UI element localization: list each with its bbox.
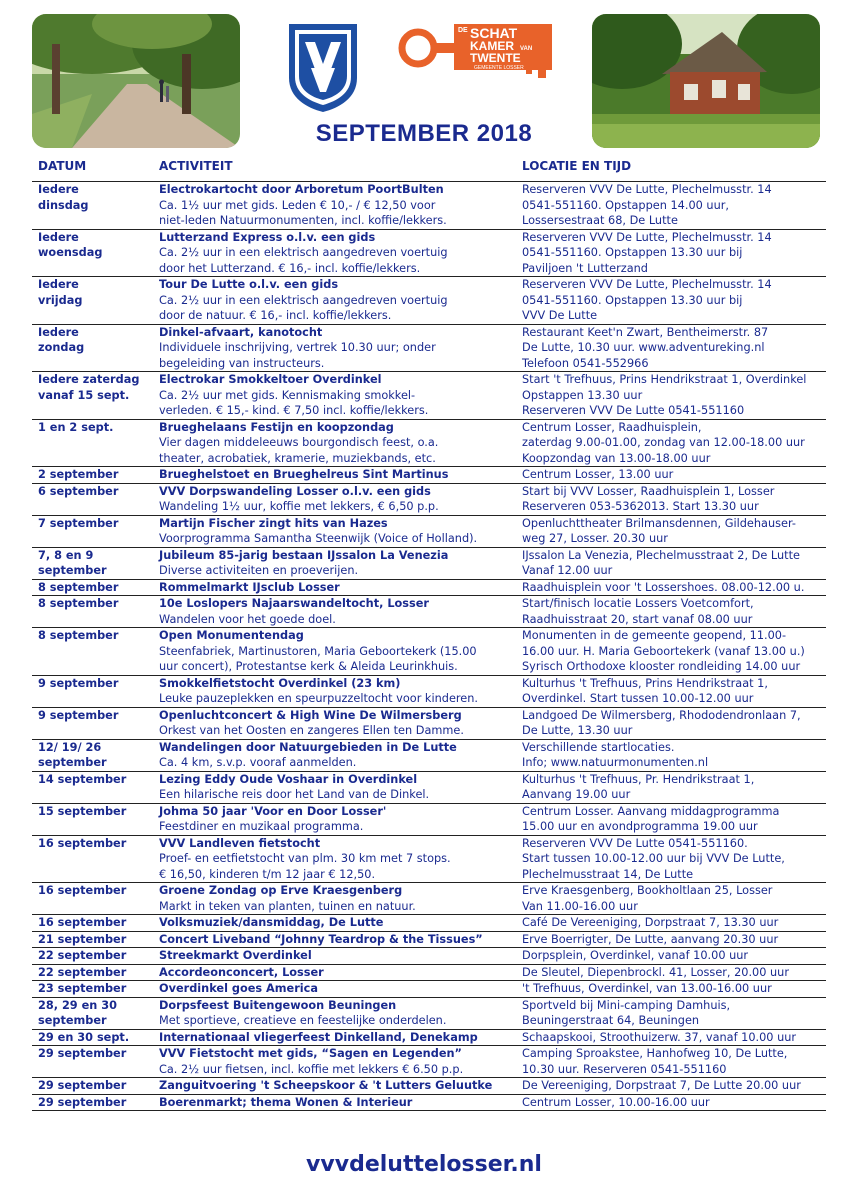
event-activity — [153, 883, 516, 915]
event-location-line: Beuningerstraat 64, Beuningen — [522, 1014, 700, 1027]
event-title: Electrokar Smokkeltoer Overdinkel — [159, 373, 382, 386]
event-location — [516, 1029, 826, 1046]
event-location-line: Kulturhus 't Trefhuus, Prins Hendrikstraat 1, — [522, 676, 768, 690]
event-activity — [153, 372, 516, 420]
table-header-row — [32, 157, 826, 182]
event-location — [516, 707, 826, 739]
event-description-line: Ca. 2½ uur fietsen, incl. koffie met lekkers € 6.50 p.p. — [159, 1062, 464, 1076]
event-location-line: Reserveren VVV De Lutte, Plechelmusstr. 14 — [522, 230, 772, 244]
event-activity — [153, 483, 516, 515]
event-activity — [153, 707, 516, 739]
event-date-line: Iedere zaterdag — [38, 373, 140, 386]
event-description-line: Ca. 2½ uur met gids. Kennismaking smokkel- — [159, 388, 416, 402]
event-date — [32, 771, 153, 803]
event-date-line: 8 september — [38, 597, 119, 610]
event-activity — [153, 628, 516, 676]
table-row — [32, 277, 826, 325]
event-date-line: september — [38, 1014, 107, 1027]
event-location-line: De Vereeniging, Dorpstraat 7, De Lutte 20.00 uur — [522, 1079, 801, 1092]
event-activity — [153, 835, 516, 883]
table-row — [32, 628, 826, 676]
event-date-line: Iedere — [38, 183, 79, 196]
event-description-line: Proef- en eetfietstocht van plm. 30 km met 7 stops. — [159, 852, 451, 865]
event-location-line: 0541-551160. Opstappen 13.30 uur bij — [522, 293, 743, 307]
event-date — [32, 964, 153, 981]
event-description-line: Leuke pauzeplekken en speurpuzzeltocht voor kinderen. — [159, 692, 478, 705]
column-header-location: LOCATIE EN TIJD — [516, 157, 826, 182]
event-date — [32, 324, 153, 372]
table-row — [32, 596, 826, 628]
event-title: VVV Landleven fietstocht — [159, 836, 321, 850]
event-activity — [153, 1078, 516, 1095]
event-location — [516, 948, 826, 965]
event-location-line: Centrum Losser, Raadhuisplein, — [522, 420, 702, 434]
event-description-line: Met sportieve, creatieve en feestelijke onderdelen. — [159, 1014, 447, 1027]
event-location — [516, 835, 826, 883]
event-location-line: Schaapskooi, Stroothuizerw. 37, vanaf 10.00 uur — [522, 1030, 797, 1044]
event-date-line: 29 september — [38, 1095, 127, 1109]
event-description-line: Een hilarische reis door het Land van de Dinkel. — [159, 788, 430, 801]
event-location — [516, 803, 826, 835]
event-date — [32, 229, 153, 277]
event-description-line: Ca. 2½ uur in een elektrisch aangedreven voertuig — [159, 246, 448, 259]
event-activity — [153, 964, 516, 981]
event-date-line: vanaf 15 sept. — [38, 388, 130, 402]
table-row — [32, 547, 826, 579]
event-description-line: Wandeling 1½ uur, koffie met lekkers, € 6,50 p.p. — [159, 500, 439, 513]
event-date — [32, 739, 153, 771]
event-title: Lutterzand Express o.l.v. een gids — [159, 230, 376, 244]
table-row — [32, 964, 826, 981]
event-location-line: Centrum Losser, 10.00-16.00 uur — [522, 1095, 710, 1109]
event-activity — [153, 229, 516, 277]
event-location-line: Erve Kraesgenberg, Bookholtlaan 25, Losser — [522, 884, 773, 897]
table-row — [32, 1046, 826, 1078]
event-location — [516, 182, 826, 230]
event-location-line: 0541-551160. Opstappen 14.00 uur, — [522, 198, 729, 212]
event-date — [32, 419, 153, 467]
svg-text:KAMER: KAMER — [470, 39, 514, 53]
event-description-line: niet-leden Natuurmonumenten, incl. koffie/lekkers. — [159, 214, 447, 227]
event-description-line: Steenfabriek, Martinustoren, Maria Geboortekerk (15.00 — [159, 644, 477, 658]
event-location — [516, 229, 826, 277]
event-activity — [153, 981, 516, 998]
event-location-line: 't Trefhuus, Overdinkel, van 13.00-16.00 uur — [522, 982, 772, 995]
table-row — [32, 483, 826, 515]
event-location-line: Sportveld bij Mini-camping Damhuis, — [522, 998, 731, 1012]
svg-text:TWENTE: TWENTE — [470, 51, 521, 65]
event-location-line: Opstappen 13.30 uur — [522, 388, 643, 402]
event-location-line: Openluchttheater Brilmansdennen, Gildehauser- — [522, 516, 796, 530]
column-header-date: DATUM — [32, 157, 153, 182]
event-location-line: Start 't Trefhuus, Prins Hendrikstraat 1, Overdinkel — [522, 373, 807, 386]
event-location-line: Lossersestraat 68, De Lutte — [522, 214, 678, 227]
event-date — [32, 467, 153, 484]
event-date — [32, 707, 153, 739]
website-link[interactable]: vvvdeluttelosser.nl — [306, 1152, 542, 1177]
event-date-line: dinsdag — [38, 198, 89, 212]
event-location-line: Landgoed De Wilmersberg, Rhododendronlaan 7, — [522, 708, 801, 722]
event-title: Overdinkel goes America — [159, 982, 318, 995]
table-row — [32, 707, 826, 739]
event-location-line: 10.30 uur. Reserveren 0541-551160 — [522, 1062, 727, 1076]
event-location — [516, 596, 826, 628]
event-date — [32, 515, 153, 547]
event-location — [516, 467, 826, 484]
event-title: Electrokartocht door Arboretum PoortBulten — [159, 183, 444, 196]
event-date — [32, 372, 153, 420]
event-location-line: Telefoon 0541-552966 — [522, 356, 649, 370]
event-description-line: € 16,50, kinderen t/m 12 jaar € 12,50. — [159, 867, 376, 881]
event-title: Lezing Eddy Oude Voshaar in Overdinkel — [159, 772, 418, 786]
event-description-line: Vier dagen middeleeuws bourgondisch feest, o.a. — [159, 436, 439, 449]
event-activity — [153, 803, 516, 835]
event-title: VVV Fietstocht met gids, “Sagen en Legenden” — [159, 1047, 462, 1060]
event-date-line: 29 en 30 sept. — [38, 1030, 130, 1044]
event-activity — [153, 771, 516, 803]
event-activity — [153, 182, 516, 230]
event-date-line: 8 september — [38, 629, 119, 642]
event-date-line: september — [38, 756, 107, 769]
event-location — [516, 915, 826, 932]
event-date — [32, 915, 153, 932]
event-location-line: Reserveren VVV De Lutte 0541-551160. — [522, 836, 748, 850]
event-description-line: door de natuur. € 16,- incl. koffie/lekkers. — [159, 309, 392, 322]
event-title: 10e Loslopers Najaarswandeltocht, Losser — [159, 597, 429, 610]
table-row — [32, 739, 826, 771]
event-description-line: Ca. 4 km, s.v.p. vooraf aanmelden. — [159, 756, 357, 769]
event-location-line: Paviljoen 't Lutterzand — [522, 261, 648, 275]
event-location — [516, 981, 826, 998]
event-date — [32, 182, 153, 230]
event-title: Martijn Fischer zingt hits van Hazes — [159, 516, 388, 530]
event-date — [32, 931, 153, 948]
event-location — [516, 675, 826, 707]
event-date-line: zondag — [38, 341, 85, 354]
event-date — [32, 547, 153, 579]
event-date — [32, 483, 153, 515]
event-location — [516, 483, 826, 515]
event-location — [516, 883, 826, 915]
event-date-line: 29 september — [38, 1047, 127, 1060]
event-date-line: 15 september — [38, 804, 127, 818]
event-location-line: Start bij VVV Losser, Raadhuisplein 1, Losser — [522, 484, 775, 498]
event-location — [516, 997, 826, 1029]
event-location-line: Raadhuisplein voor 't Lossershoes. 08.00-12.00 u. — [522, 580, 805, 594]
event-date-line: 14 september — [38, 772, 127, 786]
event-description-line: Markt in teken van planten, tuinen en natuur. — [159, 899, 416, 913]
event-date-line: Iedere — [38, 230, 79, 244]
event-title: Internationaal vliegerfeest Dinkelland, Denekamp — [159, 1030, 478, 1044]
event-activity — [153, 1046, 516, 1078]
event-title: Johma 50 jaar 'Voor en Door Losser' — [159, 804, 387, 818]
event-description-line: Feestdiner en muzikaal programma. — [159, 820, 364, 833]
event-location-line: IJssalon La Venezia, Plechelmusstraat 2, De Lutte — [522, 548, 800, 562]
events-table — [32, 157, 826, 1111]
event-location-line: Reserveren VVV De Lutte, Plechelmusstr. 14 — [522, 278, 772, 291]
event-title: Openluchtconcert & High Wine De Wilmersberg — [159, 708, 462, 722]
event-location-line: Reserveren VVV De Lutte, Plechelmusstr. 14 — [522, 183, 772, 196]
event-date — [32, 835, 153, 883]
event-date-line: 22 september — [38, 965, 127, 979]
table-row — [32, 771, 826, 803]
event-location — [516, 324, 826, 372]
event-date — [32, 803, 153, 835]
event-location-line: Koopzondag van 13.00-18.00 uur — [522, 451, 711, 465]
event-title: Zanguitvoering 't Scheepskoor & 't Lutters Geluutke — [159, 1079, 493, 1092]
table-row — [32, 915, 826, 932]
svg-text:SCHAT: SCHAT — [470, 25, 518, 41]
table-row — [32, 467, 826, 484]
schatkamer-key-logo — [398, 22, 562, 80]
table-row — [32, 324, 826, 372]
table-row — [32, 931, 826, 948]
event-date-line: 9 september — [38, 708, 119, 722]
event-location-line: Café De Vereeniging, Dorpstraat 7, 13.30 uur — [522, 916, 779, 929]
svg-text:GEMEENTE LOSSER: GEMEENTE LOSSER — [474, 65, 524, 71]
event-date-line: 7, 8 en 9 — [38, 548, 94, 562]
event-title: Accordeonconcert, Losser — [159, 965, 324, 979]
event-date-line: 6 september — [38, 484, 119, 498]
event-description-line: Individuele inschrijving, vertrek 10.30 uur; onder — [159, 341, 436, 354]
event-location-line: Info; www.natuurmonumenten.nl — [522, 756, 709, 769]
table-row — [32, 883, 826, 915]
table-row — [32, 835, 826, 883]
event-date-line: 29 september — [38, 1079, 127, 1092]
event-location — [516, 1078, 826, 1095]
event-location-line: Plechelmusstraat 14, De Lutte — [522, 867, 694, 881]
event-location-line: De Sleutel, Diepenbrockl. 41, Losser, 20.00 uur — [522, 965, 789, 979]
event-title: Dinkel-afvaart, kanotocht — [159, 325, 323, 339]
event-description-line: verleden. € 15,- kind. € 7,50 incl. koffie/lekkers. — [159, 404, 429, 417]
event-description-line: theater, acrobatiek, kramerie, muziekbands, etc. — [159, 451, 436, 465]
event-location-line: 15.00 uur en avondprogramma 19.00 uur — [522, 820, 758, 833]
event-location-line: 16.00 uur. H. Maria Geboortekerk (vanaf 13.00 u.) — [522, 644, 805, 658]
event-date — [32, 628, 153, 676]
event-description-line: Voorprogramma Samantha Steenwijk (Voice of Holland). — [159, 532, 478, 545]
event-location — [516, 964, 826, 981]
event-title: Open Monumentendag — [159, 629, 304, 642]
event-activity — [153, 948, 516, 965]
event-location-line: Van 11.00-16.00 uur — [522, 899, 638, 913]
event-activity — [153, 515, 516, 547]
event-date — [32, 1078, 153, 1095]
event-location-line: VVV De Lutte — [522, 309, 598, 322]
event-date-line: 21 september — [38, 932, 127, 946]
event-date — [32, 675, 153, 707]
table-row — [32, 1029, 826, 1046]
event-activity — [153, 467, 516, 484]
event-date — [32, 948, 153, 965]
event-title: Smokkelfietstocht Overdinkel (23 km) — [159, 676, 401, 690]
event-date-line: 7 september — [38, 516, 119, 530]
event-location-line: Erve Boerrigter, De Lutte, aanvang 20.30 uur — [522, 932, 779, 946]
table-row — [32, 419, 826, 467]
event-location — [516, 739, 826, 771]
event-activity — [153, 277, 516, 325]
event-date-line: 9 september — [38, 676, 119, 690]
page-title: SEPTEMBER 2018 — [315, 120, 533, 147]
event-location-line: Aanvang 19.00 uur — [522, 788, 631, 801]
column-header-activity: ACTIVITEIT — [153, 157, 516, 182]
event-location — [516, 547, 826, 579]
table-row — [32, 372, 826, 420]
event-title: VVV Dorpswandeling Losser o.l.v. een gids — [159, 484, 431, 498]
event-location — [516, 931, 826, 948]
table-row — [32, 997, 826, 1029]
event-location — [516, 579, 826, 596]
event-location-line: Monumenten in de gemeente geopend, 11.00- — [522, 629, 787, 642]
event-location — [516, 372, 826, 420]
event-location-line: Verschillende startlocaties. — [522, 740, 675, 754]
event-location-line: Overdinkel. Start tussen 10.00-12.00 uur — [522, 692, 754, 705]
event-title: Brueghelstoet en Brueghelreus Sint Martinus — [159, 468, 449, 481]
event-date-line: 16 september — [38, 916, 127, 929]
table-row — [32, 948, 826, 965]
event-date — [32, 981, 153, 998]
event-location-line: Centrum Losser, 13.00 uur — [522, 468, 674, 481]
event-activity — [153, 675, 516, 707]
event-date-line: 8 september — [38, 580, 119, 594]
event-title: Rommelmarkt IJsclub Losser — [159, 580, 340, 594]
event-location — [516, 1094, 826, 1111]
event-date — [32, 1094, 153, 1111]
table-row — [32, 1078, 826, 1095]
event-description-line: uur concert), Protestantse kerk & Aleida Leurinkhuis. — [159, 660, 458, 673]
event-activity — [153, 915, 516, 932]
event-activity — [153, 579, 516, 596]
event-activity — [153, 419, 516, 467]
event-title: Groene Zondag op Erve Kraesgenberg — [159, 884, 403, 897]
event-description-line: Wandelen voor het goede doel. — [159, 612, 336, 626]
event-activity — [153, 596, 516, 628]
event-date-line: Iedere — [38, 278, 79, 291]
event-description-line: Diverse activiteiten en proeverijen. — [159, 564, 359, 577]
table-row — [32, 229, 826, 277]
event-date — [32, 883, 153, 915]
event-location-line: De Lutte, 13.30 uur — [522, 724, 633, 737]
event-date-line: Iedere — [38, 325, 79, 339]
event-date-line: 1 en 2 sept. — [38, 420, 114, 434]
event-date-line: 16 september — [38, 836, 127, 850]
event-date — [32, 579, 153, 596]
event-activity — [153, 739, 516, 771]
event-location-line: Start/finisch locatie Lossers Voetcomfort, — [522, 597, 754, 610]
event-title: Concert Liveband “Johnny Teardrop & the Tissues” — [159, 932, 483, 946]
event-location — [516, 419, 826, 467]
event-activity — [153, 1029, 516, 1046]
event-title: Jubileum 85-jarig bestaan IJssalon La Venezia — [159, 548, 449, 562]
event-location-line: Kulturhus 't Trefhuus, Pr. Hendrikstraat 1, — [522, 772, 755, 786]
event-description-line: door het Lutterzand. € 16,- incl. koffie/lekkers. — [159, 261, 421, 275]
event-date-line: 12/ 19/ 26 — [38, 740, 102, 754]
table-row — [32, 675, 826, 707]
event-title: Dorpsfeest Buitengewoon Beuningen — [159, 998, 397, 1012]
event-location-line: Dorpsplein, Overdinkel, vanaf 10.00 uur — [522, 949, 749, 962]
event-date-line: september — [38, 564, 107, 577]
event-title: Boerenmarkt; thema Wonen & Interieur — [159, 1095, 413, 1109]
table-row — [32, 803, 826, 835]
event-location — [516, 277, 826, 325]
event-date — [32, 1046, 153, 1078]
event-activity — [153, 931, 516, 948]
event-date — [32, 1029, 153, 1046]
event-location — [516, 1046, 826, 1078]
event-title: Brueghelaans Festijn en koopzondag — [159, 420, 394, 434]
event-title: Wandelingen door Natuurgebieden in De Lutte — [159, 740, 457, 754]
table-row — [32, 981, 826, 998]
event-location-line: Reserveren 053-5362013. Start 13.30 uur — [522, 500, 759, 513]
event-activity — [153, 1094, 516, 1111]
vvv-logo — [283, 20, 363, 114]
event-location-line: Start tussen 10.00-12.00 uur bij VVV De Lutte, — [522, 852, 785, 865]
event-title: Volksmuziek/dansmiddag, De Lutte — [159, 916, 384, 929]
event-description-line: Orkest van het Oosten en zangeres Ellen ten Damme. — [159, 724, 464, 737]
event-date-line: woensdag — [38, 246, 103, 259]
event-date-line: vrijdag — [38, 293, 83, 307]
event-date-line: 22 september — [38, 949, 127, 962]
event-location-line: Reserveren VVV De Lutte 0541-551160 — [522, 404, 745, 417]
table-row — [32, 182, 826, 230]
event-location-line: Camping Sproakstee, Hanhofweg 10, De Lutte, — [522, 1047, 788, 1060]
event-location-line: Centrum Losser. Aanvang middagprogramma — [522, 804, 780, 818]
event-location-line: zaterdag 9.00-01.00, zondag van 12.00-18.00 uur — [522, 436, 805, 449]
event-location-line: Syrisch Orthodoxe klooster rondleiding 14.00 uur — [522, 660, 801, 673]
event-location — [516, 771, 826, 803]
table-row — [32, 515, 826, 547]
event-location — [516, 628, 826, 676]
event-date — [32, 596, 153, 628]
event-activity — [153, 997, 516, 1029]
event-location-line: Restaurant Keet'n Zwart, Bentheimerstr. 87 — [522, 325, 769, 339]
svg-text:DE: DE — [458, 27, 468, 34]
event-description-line: begeleiding van instructeurs. — [159, 356, 325, 370]
event-description-line: Ca. 1½ uur met gids. Leden € 10,- / € 12,50 voor — [159, 198, 436, 212]
event-activity — [153, 547, 516, 579]
event-location-line: weg 27, Losser. 20.30 uur — [522, 532, 668, 545]
event-date — [32, 997, 153, 1029]
event-location-line: De Lutte, 10.30 uur. www.adventureking.nl — [522, 341, 765, 354]
event-activity — [153, 324, 516, 372]
event-date-line: 2 september — [38, 468, 119, 481]
table-row — [32, 1094, 826, 1111]
event-title: Streekmarkt Overdinkel — [159, 949, 312, 962]
event-date-line: 16 september — [38, 884, 127, 897]
event-date-line: 28, 29 en 30 — [38, 998, 117, 1012]
event-location-line: Vanaf 12.00 uur — [522, 564, 613, 577]
event-location-line: 0541-551160. Opstappen 13.30 uur bij — [522, 246, 743, 259]
event-description-line: Ca. 2½ uur in een elektrisch aangedreven voertuig — [159, 293, 448, 307]
svg-text:VAN: VAN — [520, 46, 533, 52]
event-date — [32, 277, 153, 325]
event-date-line: 23 september — [38, 982, 127, 995]
events-body — [32, 182, 826, 1111]
event-location — [516, 515, 826, 547]
table-row — [32, 579, 826, 596]
event-location-line: Raadhuisstraat 20, start vanaf 08.00 uur — [522, 612, 753, 626]
event-title: Tour De Lutte o.l.v. een gids — [159, 278, 339, 291]
